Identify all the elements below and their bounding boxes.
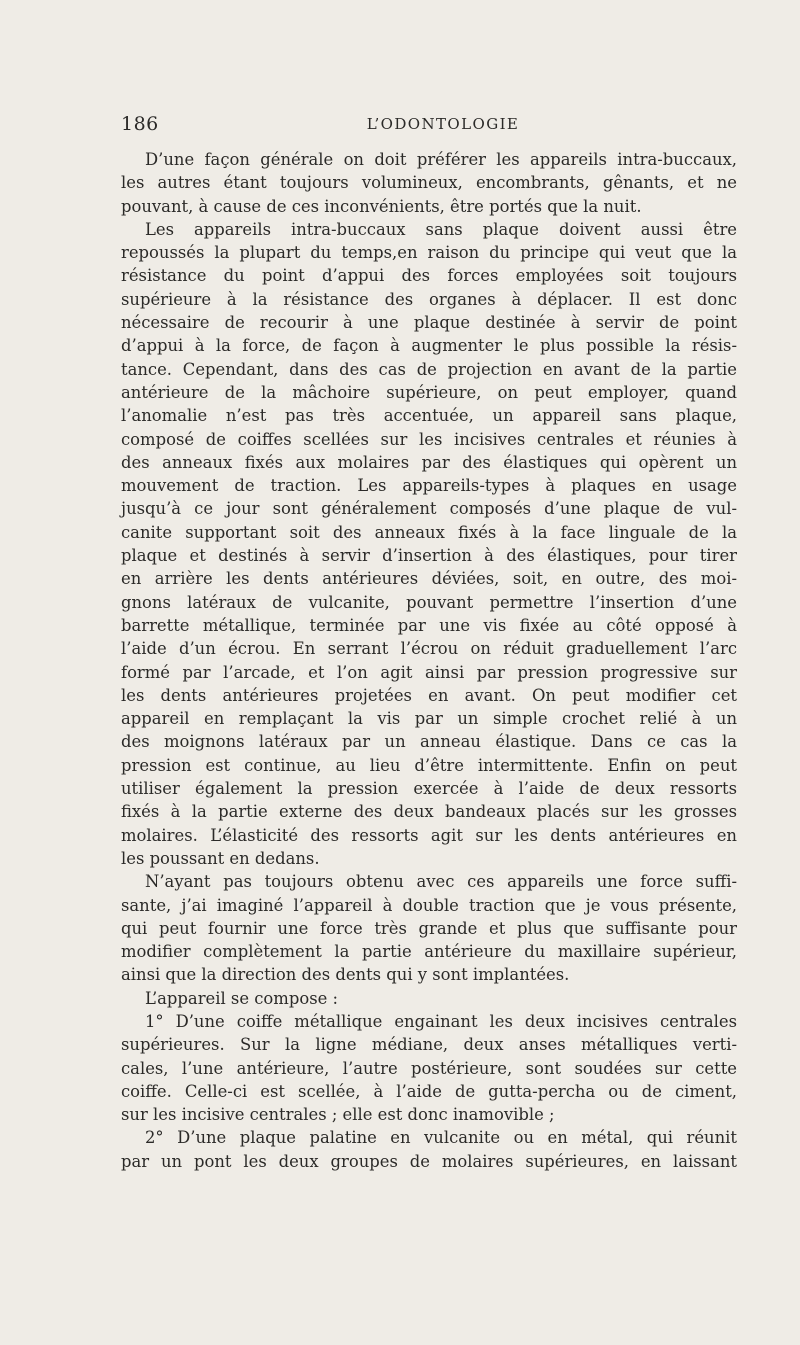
text-line: N’ayant pas toujours obtenu avec ces appareils une force suffi-	[145, 872, 737, 892]
text-line: cales, l’une antérieure, l’autre postérieure, sont soudées sur cette	[121, 1058, 737, 1078]
text-line: sante, j’ai imaginé l’appareil à double traction que je vous présente,	[121, 895, 737, 915]
text-line: sur les incisive centrales ; elle est donc inamovible ;	[121, 1105, 555, 1125]
text-line: utiliser également la pression exercée à l’aide de deux ressorts	[121, 779, 737, 799]
text-line: nécessaire de recourir à une plaque destinée à servir de point	[121, 313, 737, 333]
text-line: tance. Cependant, dans des cas de projection en avant de la partie	[121, 359, 737, 379]
page-number: 186	[121, 113, 159, 135]
text-line: résistance du point d’appui des forces employées soit toujours	[121, 266, 737, 286]
text-line: plaque et destinés à servir d’insertion à des élastiques, pour tirer	[121, 546, 737, 566]
text-line: d’appui à la force, de façon à augmenter le plus possible la résis-	[121, 336, 737, 356]
text-line: 2° D’une plaque palatine en vulcanite ou en métal, qui réunit	[145, 1128, 737, 1148]
text-line: jusqu’à ce jour sont généralement composés d’une plaque de vul-	[121, 499, 737, 519]
text-line: ainsi que la direction des dents qui y sont implantées.	[121, 965, 570, 985]
text-line: supérieure à la résistance des organes à déplacer. Il est donc	[121, 289, 737, 309]
text-line: gnons latéraux de vulcanite, pouvant permettre l’insertion d’une	[121, 592, 737, 612]
text-line: des anneaux fixés aux molaires par des élastiques qui opèrent un	[121, 452, 737, 472]
running-title: L’ODONTOLOGIE	[366, 115, 520, 133]
text-line: supérieures. Sur la ligne médiane, deux anses métalliques verti-	[121, 1035, 737, 1055]
text-line: molaires. L’élasticité des ressorts agit sur les dents antérieures en	[121, 825, 737, 845]
text-line: 1° D’une coiffe métallique engainant les deux incisives centrales	[145, 1011, 737, 1031]
text-line: modifier complètement la partie antérieure du maxillaire supérieur,	[121, 942, 737, 962]
text-line: qui peut fournir une force très grande et plus que suffisante pour	[121, 918, 737, 938]
text-line: coiffe. Celle-ci est scellée, à l’aide de gutta-percha ou de ciment,	[121, 1081, 737, 1101]
text-line: barrette métallique, terminée par une vis fixée au côté opposé à	[121, 615, 737, 635]
text-line: des moignons latéraux par un anneau élastique. Dans ce cas la	[121, 732, 737, 752]
text-line: antérieure de la mâchoire supérieure, on peut employer, quand	[121, 382, 737, 402]
text-line: mouvement de traction. Les appareils-types à plaques en usage	[121, 476, 737, 496]
text-line: les dents antérieures projetées en avant. On peut modifier cet	[121, 685, 737, 705]
text-line: repoussés la plupart du temps,en raison du principe qui veut que la	[121, 243, 737, 263]
text-line: l’anomalie n’est pas très accentuée, un appareil sans plaque,	[121, 406, 737, 426]
text-line: L’appareil se compose :	[145, 988, 339, 1008]
text-line: pression est continue, au lieu d’être intermittente. Enfin on peut	[121, 755, 737, 775]
text-line: canite supportant soit des anneaux fixés à la face linguale de la	[121, 522, 737, 542]
text-line: en arrière les dents antérieures déviées, soit, en outre, des moi-	[121, 569, 737, 589]
body-text	[121, 148, 737, 1173]
text-line: D’une façon générale on doit préférer les appareils intra-buccaux,	[145, 150, 737, 169]
page-header	[121, 113, 737, 143]
text-line: l’aide d’un écrou. En serrant l’écrou on réduit graduellement l’arc	[121, 639, 737, 659]
text-line: appareil en remplaçant la vis par un simple crochet relié à un	[121, 709, 737, 729]
text-line: fixés à la partie externe des deux bandeaux placés sur les grosses	[121, 802, 737, 822]
text-line: les autres étant toujours volumineux, encombrants, gênants, et ne	[121, 173, 737, 193]
text-line: formé par l’arcade, et l’on agit ainsi par pression progressive sur	[121, 662, 737, 682]
text-line: par un pont les deux groupes de molaires supérieures, en laissant	[121, 1151, 737, 1171]
text-line: pouvant, à cause de ces inconvénients, être portés que la nuit.	[121, 196, 642, 216]
text-line: Les appareils intra-buccaux sans plaque doivent aussi être	[145, 219, 737, 239]
text-line: les poussant en dedans.	[121, 848, 320, 868]
text-line: composé de coiffes scellées sur les incisives centrales et réunies à	[121, 429, 737, 449]
